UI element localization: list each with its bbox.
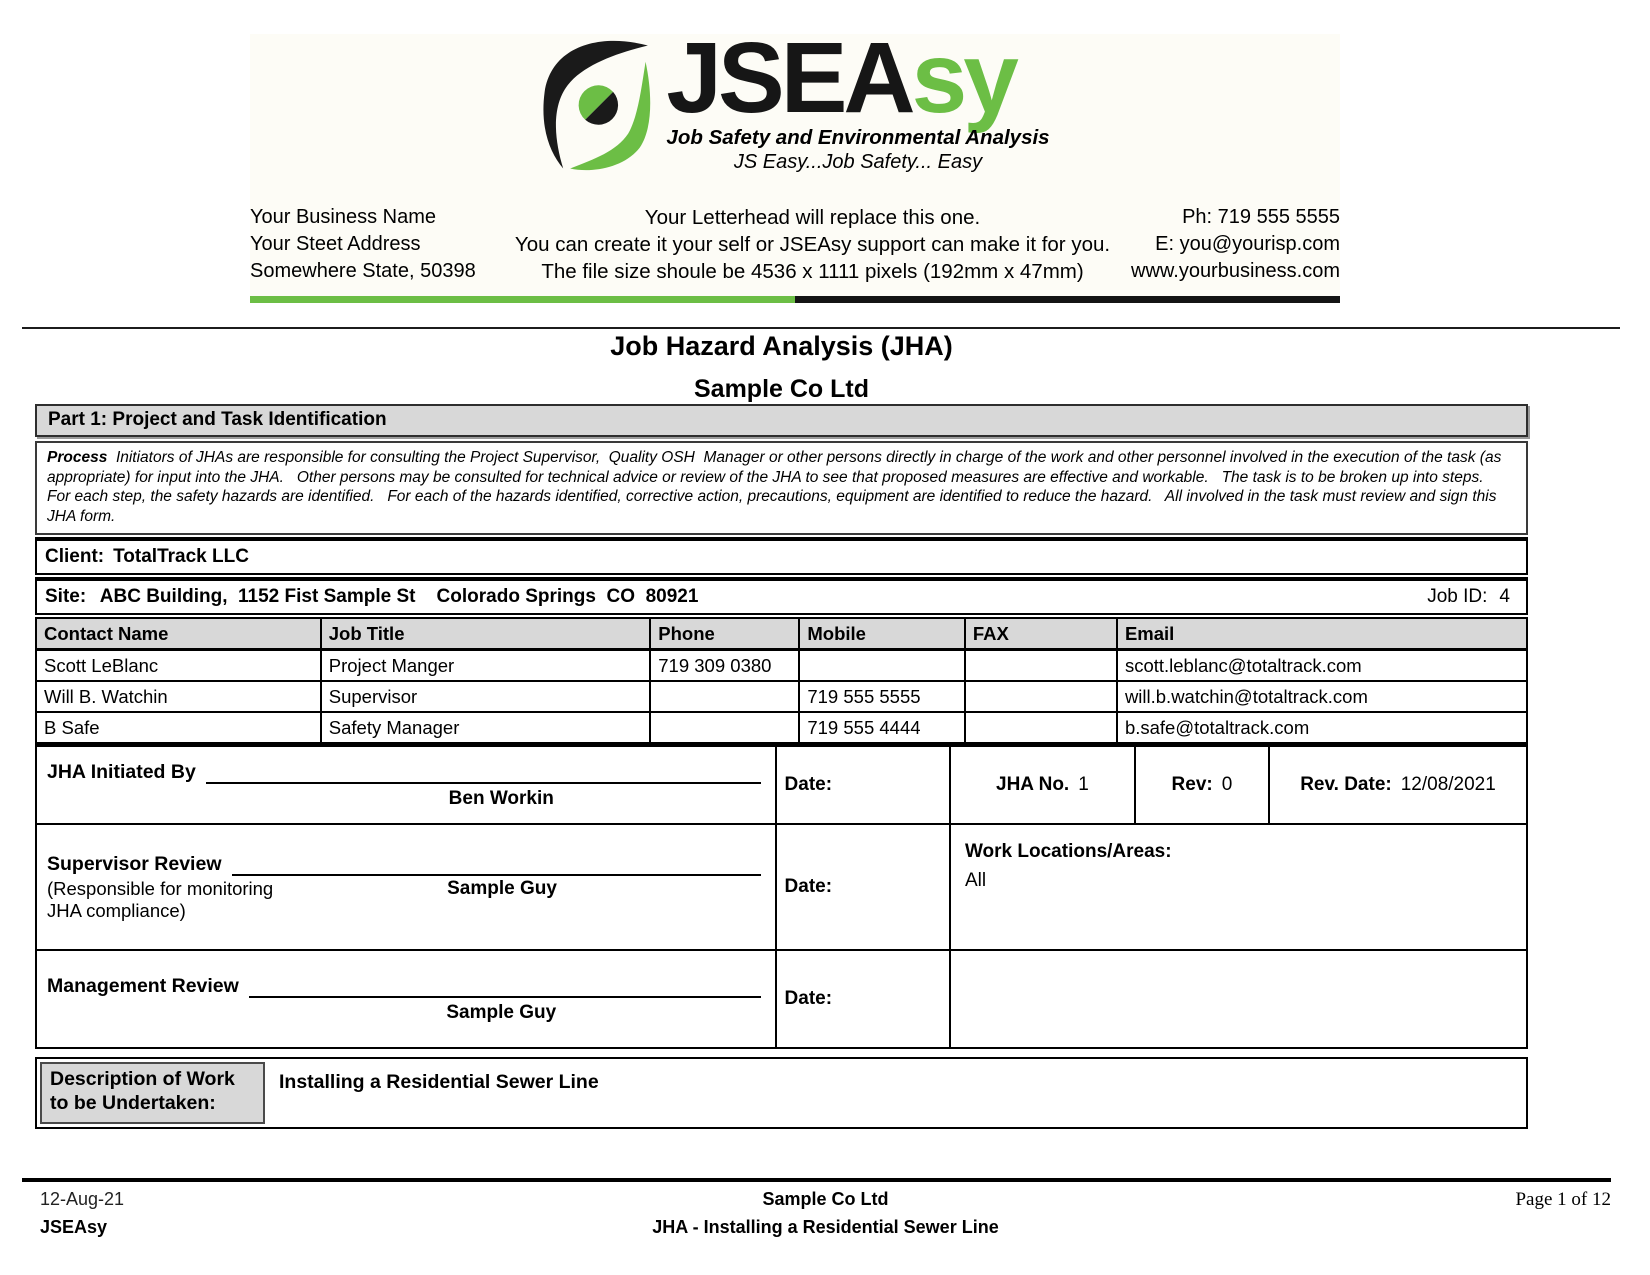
document-title: Job Hazard Analysis (JHA) — [610, 331, 953, 361]
work-locations-label: Work Locations/Areas: — [964, 841, 1172, 862]
mobile-cell: 719 555 5555 — [799, 681, 965, 712]
email-cell: b.safe@totaltrack.com — [1117, 712, 1527, 743]
business-name: Your Business Name — [250, 206, 437, 228]
signature-rule — [206, 761, 761, 784]
divider-black-segment — [795, 296, 1340, 303]
business-street: Your Steet Address — [250, 233, 421, 255]
process-label: Process — [47, 449, 108, 466]
supervisor-signature-line — [47, 853, 761, 876]
job-title-cell: Project Manger — [321, 650, 651, 682]
supervisor-name: Sample Guy — [447, 877, 557, 899]
process-text: Initiators of JHAs are responsible for consulting the Project Supervisor, Quality OSH Manager or other persons directly in charge of the work and other personnel involved in the execution of the task (as appropriate) for input into the JHA. Other persons may be consulted for technical advice or review of the JHA to see that proposed measures are effective and workable. The task is to be broken up into steps. For each step, the safety hazards are identified. For each of the hazards identified, corrective action, precautions, equipment are identified to reduce the hazard. All involved in the task must review and sign this JHA form. — [47, 449, 1506, 525]
job-id-label: Job ID: — [1427, 586, 1488, 607]
notice-line-1: Your Letterhead will replace this one. — [644, 206, 981, 229]
business-phone: Ph: 719 555 5555 — [1182, 206, 1340, 228]
job-id-block — [1427, 586, 1510, 608]
footer-row-2 — [22, 1217, 1611, 1238]
footer-page-number: Page 1 of 12 — [1515, 1189, 1611, 1210]
divider-green-segment — [250, 296, 795, 303]
business-contact-block — [1125, 204, 1340, 285]
contact-row-3 — [36, 712, 1527, 743]
brand-block — [666, 22, 1050, 174]
footer-brand: JSEAsy — [40, 1217, 108, 1237]
supervisor-cell — [36, 824, 776, 950]
signature-rule — [232, 853, 761, 876]
notice-line-2: You can create it your self or JSEAsy support can make it for you. — [514, 233, 1111, 256]
letterhead-notice-block — [500, 204, 1125, 285]
part1-header: Part 1: Project and Task Identification — [35, 404, 1528, 437]
letterhead-divider-bar — [250, 296, 1340, 303]
management-label: Management Review — [47, 974, 239, 997]
initiated-row — [36, 746, 1527, 825]
client-label: Client: — [45, 546, 105, 567]
fax-cell — [965, 712, 1117, 743]
client-row — [35, 537, 1528, 575]
contact-row-1 — [36, 650, 1527, 682]
footer-company: Sample Co Ltd — [762, 1189, 889, 1209]
rev-cell — [1135, 746, 1269, 825]
mobile-cell: 719 555 4444 — [799, 712, 965, 743]
header-rule — [22, 327, 1620, 329]
management-cell — [36, 950, 776, 1048]
initiated-label: JHA Initiated By — [47, 760, 196, 783]
footer-row-1 — [22, 1189, 1611, 1211]
rev-label: Rev: — [1171, 774, 1213, 795]
initiated-cell — [36, 746, 776, 825]
fax-cell — [965, 681, 1117, 712]
col-contact-name: Contact Name — [36, 618, 321, 650]
footer-rule — [22, 1178, 1611, 1182]
signature-rule — [249, 975, 761, 998]
jseasy-logo-icon — [540, 38, 656, 176]
management-date-cell: Date: — [776, 950, 950, 1048]
supervisor-subnote-1: (Responsible for monitoring — [47, 877, 274, 899]
col-job-title: Job Title — [321, 618, 651, 650]
brand-wordmark — [666, 22, 1049, 134]
rev-date-value: 12/08/2021 — [1400, 774, 1496, 795]
client-value: TotalTrack LLC — [113, 546, 249, 567]
footer-doc-title: JHA - Installing a Residential Sewer Line — [652, 1217, 999, 1237]
email-cell: will.b.watchin@totaltrack.com — [1117, 681, 1527, 712]
review-table — [35, 744, 1528, 1049]
job-id-value: 4 — [1499, 586, 1510, 607]
rev-date-cell — [1269, 746, 1527, 825]
business-address-block — [250, 204, 500, 285]
supervisor-sub-block — [47, 878, 761, 922]
site-label: Site: — [45, 586, 87, 607]
contacts-header-row — [36, 618, 1527, 650]
col-email: Email — [1117, 618, 1527, 650]
letterhead — [250, 22, 1340, 303]
logo-row — [250, 22, 1340, 186]
jha-no-cell — [950, 746, 1135, 825]
initiated-name: Ben Workin — [448, 787, 554, 809]
site-value: ABC Building, 1152 Fist Sample St Colorado Springs CO 80921 — [99, 586, 699, 607]
col-mobile: Mobile — [799, 618, 965, 650]
brand-tagline-1: Job Safety and Environmental Analysis — [666, 126, 1050, 149]
contact-name-cell: Will B. Watchin — [36, 681, 321, 712]
company-name: Sample Co Ltd — [693, 375, 869, 403]
supervisor-label: Supervisor Review — [47, 852, 222, 875]
description-value: Installing a Residential Sewer Line — [279, 1071, 599, 1093]
phone-cell: 719 309 0380 — [650, 650, 799, 682]
notice-line-3: The file size shoule be 4536 x 1111 pixels (192mm x 47mm) — [541, 260, 1084, 283]
footer-date: 12-Aug-21 — [40, 1189, 125, 1209]
work-locations-value: All — [964, 870, 987, 891]
process-note — [35, 441, 1528, 535]
business-email: E: you@yourisp.com — [1155, 233, 1340, 255]
phone-cell — [650, 681, 799, 712]
jha-form — [35, 404, 1528, 1129]
contact-row-2 — [36, 681, 1527, 712]
brand-tagline-2: JS Easy...Job Safety... Easy — [733, 151, 983, 173]
contact-name-cell: Scott LeBlanc — [36, 650, 321, 682]
work-locations-cell — [950, 824, 1527, 950]
jha-no-value: 1 — [1078, 774, 1089, 795]
contacts-table — [35, 617, 1528, 744]
rev-value: 0 — [1221, 774, 1233, 795]
fax-cell — [965, 650, 1117, 682]
col-fax: FAX — [965, 618, 1117, 650]
job-title-cell: Supervisor — [321, 681, 651, 712]
letterhead-info-row — [250, 204, 1340, 285]
email-cell: scott.leblanc@totaltrack.com — [1117, 650, 1527, 682]
brand-black-part: JSEA — [666, 22, 912, 134]
contact-name-cell: B Safe — [36, 712, 321, 743]
supervisor-row — [36, 824, 1527, 950]
description-label: Description of Work to be Undertaken: — [40, 1062, 265, 1124]
site-row — [35, 577, 1528, 615]
business-website: www.yourbusiness.com — [1131, 260, 1340, 282]
management-signature-line — [47, 975, 761, 998]
supervisor-subnote-2: JHA compliance) — [47, 899, 186, 921]
phone-cell — [650, 712, 799, 743]
management-empty-cell — [950, 950, 1527, 1048]
initiated-date-cell: Date: — [776, 746, 950, 825]
col-phone: Phone — [650, 618, 799, 650]
footer-right-spacer — [1108, 1217, 1611, 1238]
rev-date-label: Rev. Date: — [1300, 774, 1392, 795]
description-section — [35, 1057, 1528, 1129]
job-title-cell: Safety Manager — [321, 712, 651, 743]
jha-no-label: JHA No. — [996, 774, 1070, 795]
management-name: Sample Guy — [446, 1001, 557, 1023]
business-city: Somewhere State, 50398 — [250, 260, 476, 282]
brand-green-part: sy — [911, 22, 1015, 134]
initiated-signature-line — [47, 761, 761, 784]
mobile-cell — [799, 650, 965, 682]
supervisor-date-cell: Date: — [776, 824, 950, 950]
site-left — [45, 586, 698, 608]
page-footer — [22, 1178, 1611, 1238]
management-row — [36, 950, 1527, 1048]
